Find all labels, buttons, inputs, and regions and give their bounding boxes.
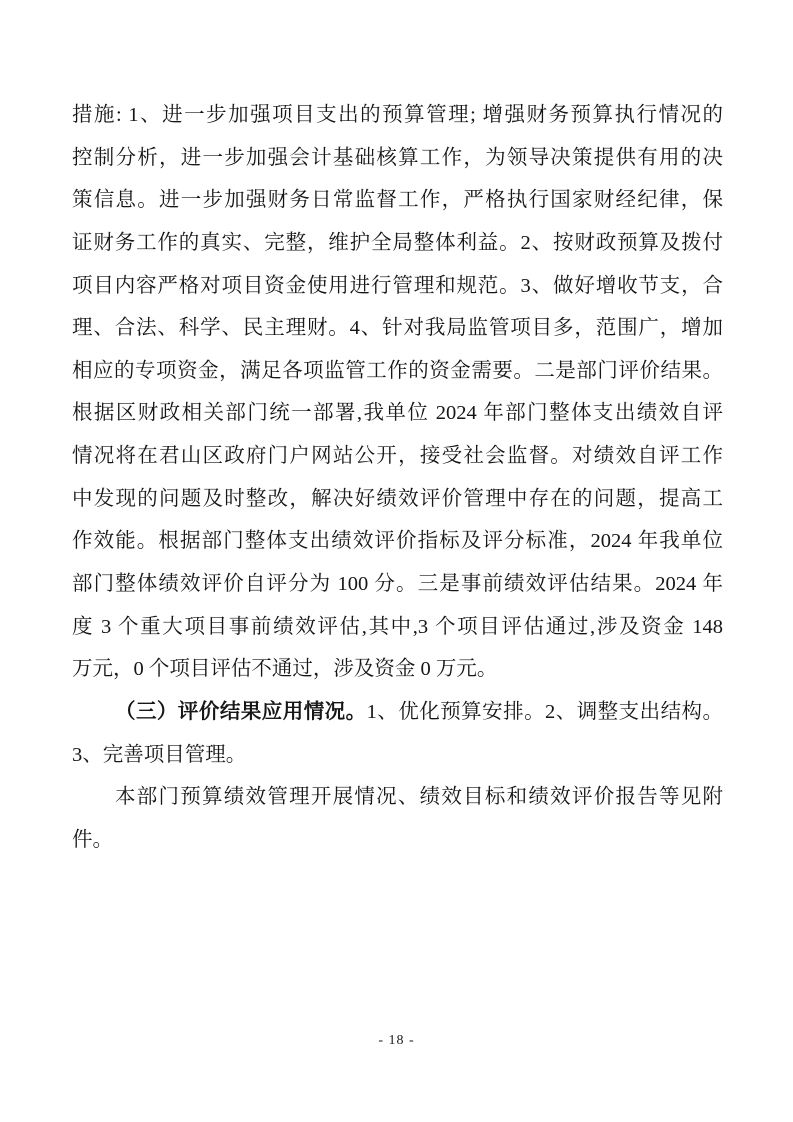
text-run: 相应的专项资金，满足各项监管工作的资金需要。二是部门评价结果。 <box>72 359 723 382</box>
document-line <box>72 691 723 734</box>
text-run: 措施: 1、进一步加强项目支出的预算管理; 增强财务预算执行情况的 <box>72 104 723 126</box>
text-run: 根据区财政相关部门统一部署,我单位 2024 年部门整体支出绩效自评 <box>72 402 723 425</box>
text-run: 情况将在君山区政府门户网站公开，接受社会监督。对绩效自评工作 <box>72 445 723 468</box>
document-line <box>72 606 723 649</box>
document-line <box>72 478 723 521</box>
document-line <box>72 307 723 350</box>
document-line <box>72 350 723 393</box>
document-line <box>72 819 723 862</box>
text-run: 万元，0 个项目评估不通过，涉及资金 0 万元。 <box>72 658 498 681</box>
document-line <box>72 222 723 265</box>
text-run: 件。 <box>72 828 113 851</box>
document-line <box>72 137 723 180</box>
document-body <box>72 94 723 862</box>
document-line <box>72 392 723 435</box>
document-line <box>72 435 723 478</box>
document-line <box>72 734 723 777</box>
text-run: 1、优化预算安排。2、调整支出结构。 <box>366 700 724 723</box>
text-run: 证财务工作的真实、完整，维护全局整体利益。2、按财政预算及拨付 <box>72 231 723 254</box>
heading-run: （三）评价结果应用情况。 <box>115 700 367 723</box>
document-line <box>72 520 723 563</box>
text-run: 度 3 个重大项目事前绩效评估,其中,3 个项目评估通过,涉及资金 148 <box>72 615 723 638</box>
text-run: 部门整体绩效评价自评分为 100 分。三是事前绩效评估结果。2024 年 <box>72 573 723 596</box>
text-run: 本部门预算绩效管理开展情况、绩效目标和绩效评价报告等见附 <box>115 786 723 809</box>
document-line <box>72 776 723 819</box>
text-run: 理、合法、科学、民主理财。4、针对我局监管项目多，范围广，增加 <box>72 317 723 340</box>
text-run: 作效能。根据部门整体支出绩效评价指标及评分标准，2024 年我单位 <box>72 530 723 553</box>
text-run: 控制分析，进一步加强会计基础核算工作，为领导决策提供有用的决 <box>72 146 723 169</box>
text-run: 项目内容严格对项目资金使用进行管理和规范。3、做好增收节支，合 <box>72 274 723 297</box>
text-run: 中发现的问题及时整改，解决好绩效评价管理中存在的问题，提高工 <box>72 487 723 510</box>
text-run: 策信息。进一步加强财务日常监督工作，严格执行国家财经纪律，保 <box>72 189 723 212</box>
page-number: - 18 - <box>378 1033 415 1048</box>
document-line <box>72 265 723 308</box>
document-line <box>72 648 723 691</box>
document-line <box>72 179 723 222</box>
document-line <box>72 94 723 137</box>
text-run: 3、完善项目管理。 <box>72 743 247 766</box>
document-line <box>72 563 723 606</box>
